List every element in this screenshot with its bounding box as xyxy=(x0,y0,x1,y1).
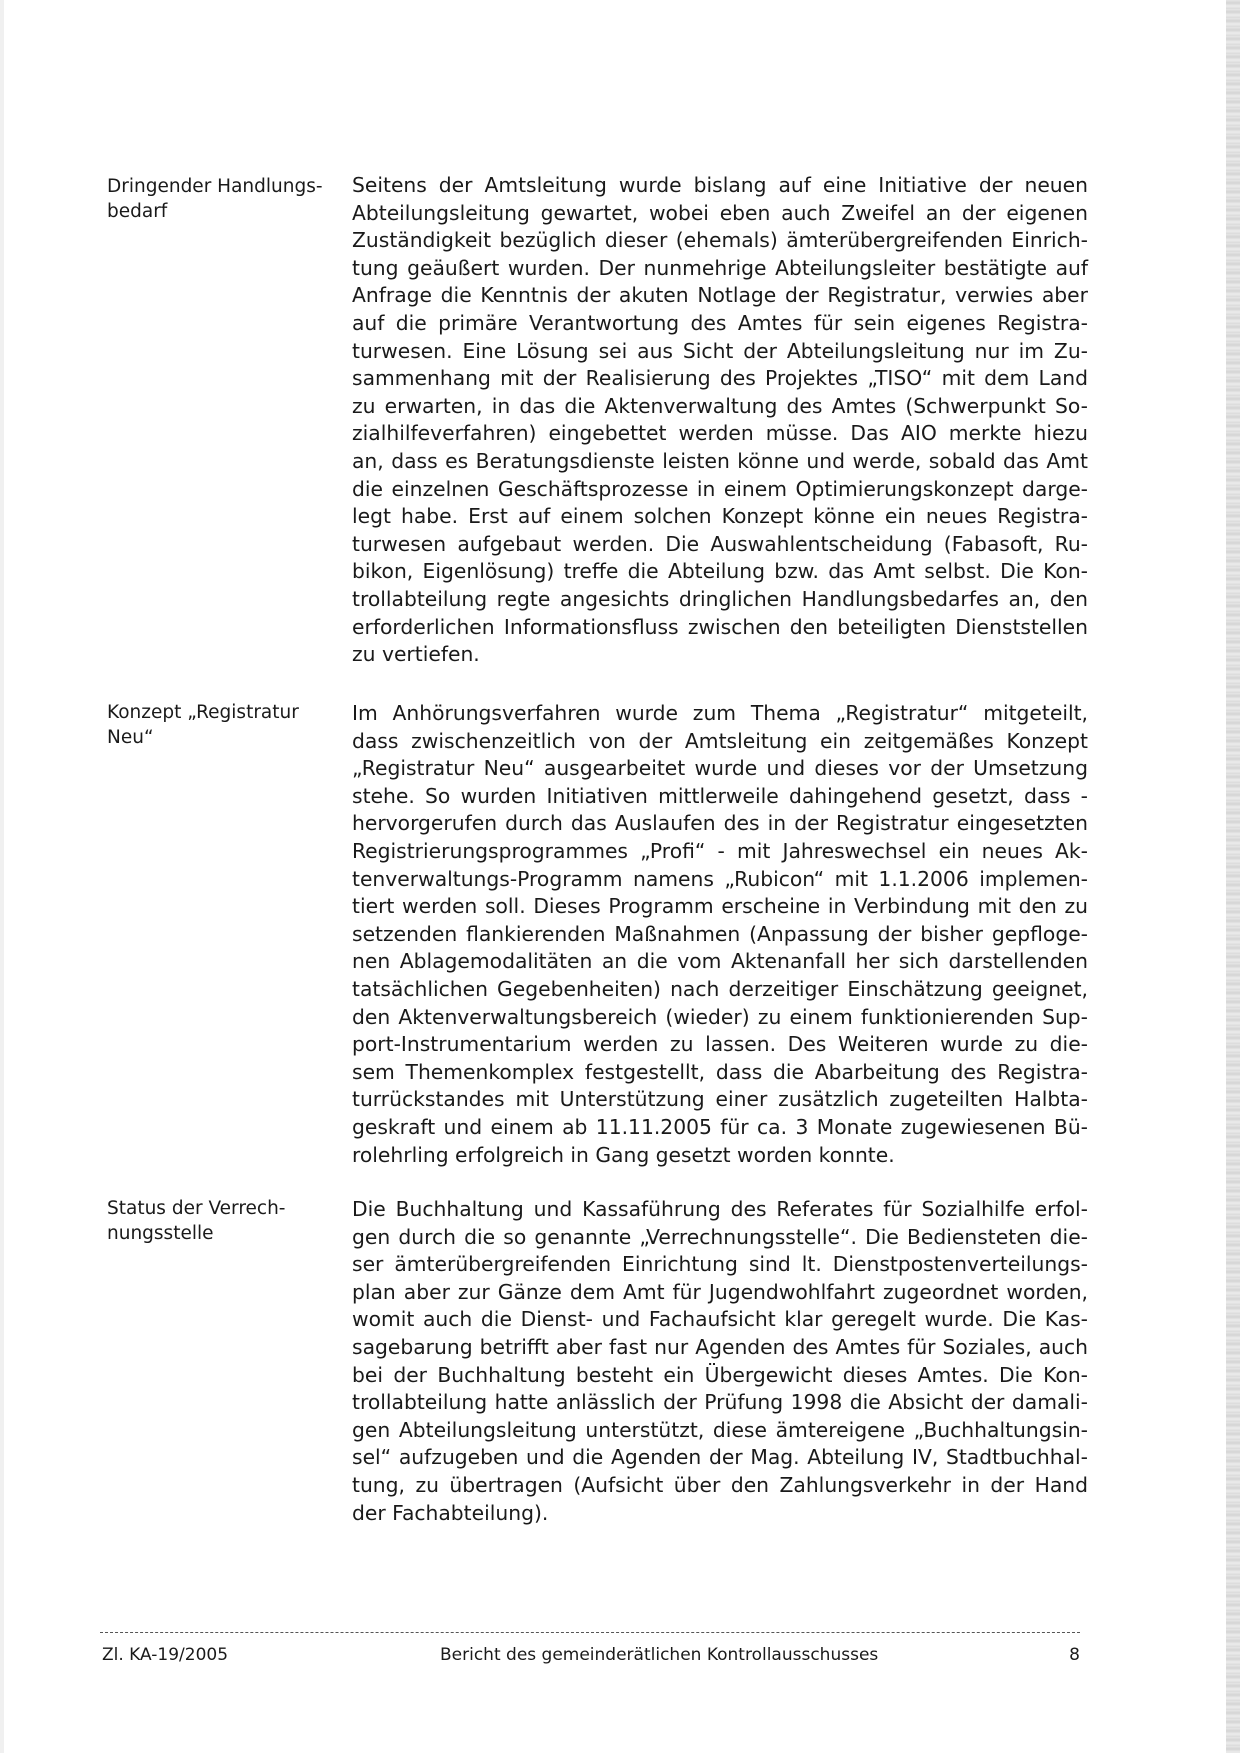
margin-heading-line: bedarf xyxy=(107,201,168,222)
page-footer xyxy=(100,1642,1080,1668)
text-line: turrückstandes mit Unterstützung einer zusätzlich zugeteilten Halbta- xyxy=(352,1087,1088,1112)
text-line: tung, zu übertragen (Aufsicht über den Zahlungsverkehr in der Hand xyxy=(352,1472,1088,1497)
paragraph xyxy=(352,172,1088,669)
text-line: den Aktenverwaltungsbereich (wieder) zu einem funktionierenden Sup- xyxy=(352,1004,1088,1029)
text-line: Die Buchhaltung und Kassaführung des Referates für Sozialhilfe erfol- xyxy=(352,1197,1088,1221)
scan-edge-left xyxy=(0,0,4,1753)
text-line: sammenhang mit der Realisierung des Projektes „TISO“ mit dem Land xyxy=(352,366,1088,391)
text-line: auf die primäre Verantwortung des Amtes für sein eigenes Registra- xyxy=(352,310,1088,335)
margin-heading xyxy=(107,1196,337,1246)
text-line: turwesen. Eine Lösung sei aus Sicht der Abteilungsleitung nur im Zu- xyxy=(352,338,1088,363)
text-line: erforderlichen Informationsfluss zwischen den beteiligten Dienststellen xyxy=(352,614,1088,639)
text-line: sel“ aufzugeben und die Agenden der Mag. Abteilung IV, Stadtbuchhal- xyxy=(352,1445,1088,1470)
paragraph xyxy=(352,700,1088,1169)
document-reference: Zl. KA-19/2005 xyxy=(102,1645,229,1665)
text-line: zialhilfeverfahren) eingebettet werden müsse. Das AIO merkte hiezu xyxy=(352,421,1088,446)
text-line: Seitens der Amtsleitung wurde bislang auf eine Initiative der neuen xyxy=(352,173,1088,197)
text-line: Anfrage die Kenntnis der akuten Notlage der Registratur, verwies aber xyxy=(352,283,1088,308)
text-line: zu erwarten, in das die Aktenverwaltung des Amtes (Schwerpunkt So- xyxy=(352,393,1088,418)
text-line: gen Abteilungsleitung unterstützt, diese ämtereigene „Buchhaltungsin- xyxy=(352,1417,1088,1442)
text-line: an, dass es Beratungsdienste leisten könne und werde, sobald das Amt xyxy=(352,448,1088,473)
text-line: trollabteilung regte angesichts dringlichen Handlungsbedarfes an, den xyxy=(352,586,1088,611)
text-line: die einzelnen Geschäftsprozesse in einem Optimierungskonzept darge- xyxy=(352,476,1088,501)
margin-heading-line: Dringender Handlungs- xyxy=(107,176,323,197)
text-line: ser ämterübergreifenden Einrichtung sind lt. Dienstpostenverteilungs- xyxy=(352,1252,1088,1277)
text-line: Zuständigkeit bezüglich dieser (ehemals) ämterübergreifenden Einrich- xyxy=(352,228,1088,253)
text-line: stehe. So wurden Initiativen mittlerweile dahingehend gesetzt, dass - xyxy=(352,783,1088,808)
text-line: tung geäußert wurden. Der nunmehrige Abteilungsleiter bestätigte auf xyxy=(352,255,1088,280)
margin-heading-line: nungsstelle xyxy=(107,1223,214,1244)
text-line: legt habe. Erst auf einem solchen Konzept könne ein neues Registra- xyxy=(352,504,1088,529)
text-line: gen durch die so genannte „Verrechnungsstelle“. Die Bediensteten die- xyxy=(352,1224,1088,1249)
margin-heading-line: Status der Verrech- xyxy=(107,1198,286,1219)
page-number: 8 xyxy=(1069,1645,1080,1665)
text-line: tenverwaltungs-Programm namens „Rubicon“ mit 1.1.2006 implemen- xyxy=(352,866,1088,891)
text-line: sem Themenkomplex festgestellt, dass die Abarbeitung des Registra- xyxy=(352,1059,1088,1084)
report-title: Bericht des gemeinderätlichen Kontrollausschusses xyxy=(440,1645,879,1665)
text-line: womit auch die Dienst- und Fachaufsicht klar geregelt wurde. Die Kas- xyxy=(352,1307,1088,1332)
paragraph xyxy=(352,1196,1088,1527)
text-line: hervorgerufen durch das Auslaufen des in der Registratur eingesetzten xyxy=(352,811,1088,836)
text-line: setzenden flankierenden Maßnahmen (Anpassung der bisher gepfloge- xyxy=(352,921,1088,946)
text-line: sagebarung betrifft aber fast nur Agenden des Amtes für Soziales, auch xyxy=(352,1334,1088,1359)
margin-heading-line: Neu“ xyxy=(107,727,154,748)
margin-heading-line: Konzept „Registratur xyxy=(107,702,299,723)
text-line: turwesen aufgebaut werden. Die Auswahlentscheidung (Fabasoft, Ru- xyxy=(352,531,1088,556)
text-line: Registrierungsprogrammes „Profi“ - mit Jahreswechsel ein neues Ak- xyxy=(352,838,1088,863)
text-line: bei der Buchhaltung besteht ein Übergewicht dieses Amtes. Die Kon- xyxy=(352,1362,1088,1387)
text-line: „Registratur Neu“ ausgearbeitet wurde und dieses vor der Umsetzung xyxy=(352,756,1088,781)
margin-heading xyxy=(107,174,337,224)
text-line: zu vertiefen. xyxy=(352,642,480,667)
text-line: port-Instrumentarium werden zu lassen. Des Weiteren wurde zu die- xyxy=(352,1032,1088,1057)
text-line: Abteilungsleitung gewartet, wobei eben auch Zweifel an der eigenen xyxy=(352,200,1088,225)
text-line: tiert werden soll. Dieses Programm erscheine in Verbindung mit den zu xyxy=(352,894,1088,919)
text-line: trollabteilung hatte anlässlich der Prüfung 1998 die Absicht der damali- xyxy=(352,1390,1088,1415)
text-line: der Fachabteilung). xyxy=(352,1500,549,1525)
text-line: tatsächlichen Gegebenheiten) nach derzeitiger Einschätzung geeignet, xyxy=(352,976,1088,1001)
text-line: plan aber zur Gänze dem Amt für Jugendwohlfahrt zugeordnet worden, xyxy=(352,1279,1088,1304)
footer-divider xyxy=(100,1632,1080,1633)
scan-edge-right xyxy=(1226,0,1240,1753)
margin-heading xyxy=(107,700,337,750)
text-line: rolehrling erfolgreich in Gang gesetzt worden konnte. xyxy=(352,1142,895,1167)
text-line: nen Ablagemodalitäten an die vom Aktenanfall her sich darstellenden xyxy=(352,949,1088,974)
text-line: geskraft und einem ab 11.11.2005 für ca. 3 Monate zugewiesenen Bü- xyxy=(352,1114,1088,1139)
text-line: bikon, Eigenlösung) treffe die Abteilung bzw. das Amt selbst. Die Kon- xyxy=(352,559,1088,584)
text-line: dass zwischenzeitlich von der Amtsleitung ein zeitgemäßes Konzept xyxy=(352,728,1088,753)
text-line: Im Anhörungsverfahren wurde zum Thema „Registratur“ mitgeteilt, xyxy=(352,701,1088,725)
